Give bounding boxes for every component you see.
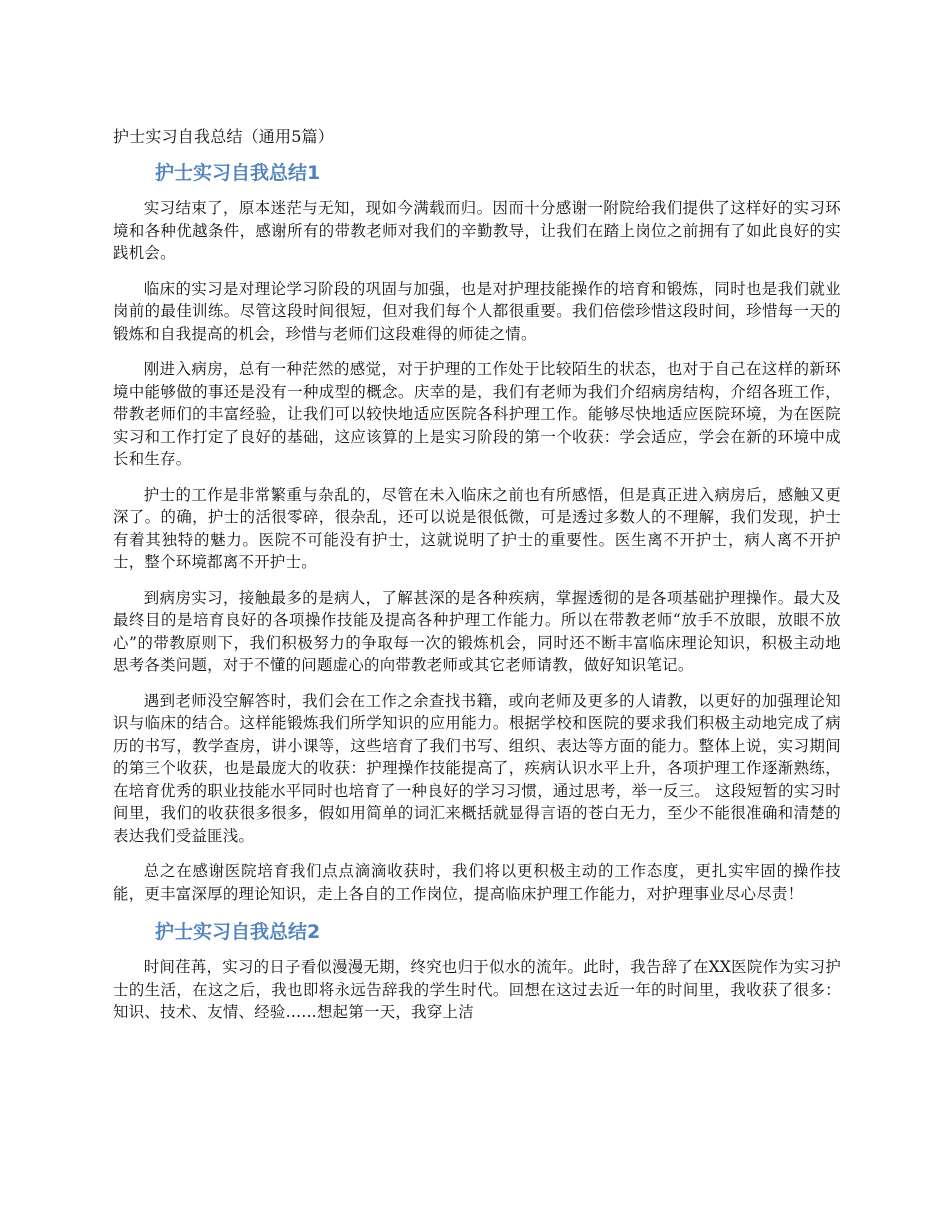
- paragraph: 遇到老师没空解答时，我们会在工作之余查找书籍，或向老师及更多的人请教，以更好的加强理论知识与临床的结合。这样能锻炼我们所学知识的应用能力。根据学校和医院的要求我们积极主动地完成了病历的书写，教学查房，讲小课等，这些培育了我们书写、组织、表达等方面的能力。整体上说，实习期间的第三个收获，也是最庞大的收获：护理操作技能提高了，疾病认识水平上升，各项护理工作逐渐熟练，在培育优秀的职业技能水平同时也培育了一种良好的学习习惯，通过思考，举一反三。 这段短暂的实习时间里，我们的收获很多很多，假如用简单的词汇来概括就显得言语的苍白无力，至少不能很准确和清楚的表达我们受益匪浅。: [113, 691, 841, 845]
- document-title: 护士实习自我总结（通用5篇）: [113, 127, 334, 146]
- paragraph: 刚进入病房，总有一种茫然的感觉，对于护理的工作处于比较陌生的状态，也对于自己在这样的新环境中能够做的事还是没有一种成型的概念。庆幸的是，我们有老师为我们介绍病房结构，介绍各班工作，带教老师们的丰富经验，让我们可以较快地适应医院各科护理工作。能够尽快地适应医院环境，为在医院实习和工作打定了良好的基础，这应该算的上是实习阶段的第一个收获：学会适应，学会在新的环境中成长和生存。: [113, 360, 841, 468]
- paragraph: 护士的工作是非常繁重与杂乱的，尽管在未入临床之前也有所感悟，但是真正进入病房后，感触又更深了。的确，护士的活很零碎，很杂乱，还可以说是很低微，可是透过多数人的不理解，我们发现，护士有着其独特的魅力。医院不可能没有护士，这就说明了护士的重要性。医生离不开护士，病人离不开护士，整个环境都离不开护士。: [113, 485, 841, 571]
- paragraph: 实习结束了，原本迷茫与无知，现如今满载而归。因而十分感谢一附院给我们提供了这样好的实习环境和各种优越条件，感谢所有的带教老师对我们的辛勤教导，让我们在踏上岗位之前拥有了如此良好的实践机会。: [113, 199, 841, 262]
- section-heading-2: 护士实习自我总结2: [155, 921, 321, 943]
- document-page: [113, 125, 841, 1037]
- paragraph: 临床的实习是对理论学习阶段的巩固与加强，也是对护理技能操作的培育和锻炼，同时也是我们就业岗前的最佳训练。尽管这段时间很短，但对我们每个人都很重要。我们倍偿珍惜这段时间，珍惜每一天的锻炼和自我提高的机会，珍惜与老师们这段难得的师徒之情。: [113, 279, 841, 343]
- paragraph: 时间荏苒，实习的日子看似漫漫无期，终究也归于似水的流年。此时，我告辞了在XX医院作为实习护士的生活，在这之后，我也即将永远告辞我的学生时代。回想在这过去近一年的时间里，我收获了很多：知识、技术、友情、经验……想起第一天，我穿上洁: [113, 958, 842, 1021]
- paragraph: 总之在感谢医院培育我们点点滴滴收获时，我们将以更积极主动的工作态度，更扎实牢固的操作技能，更丰富深厚的理论知识，走上各自的工作岗位，提高临床护理工作能力，对护理事业尽心尽责！: [113, 862, 841, 903]
- paragraph: 到病房实习，接触最多的是病人，了解甚深的是各种疾病，掌握透彻的是各项基础护理操作。最大及最终目的是培育良好的各项操作技能及提高各种护理工作能力。所以在带教老师“放手不放眼，放眼不放心”的带教原则下，我们积极努力的争取每一次的锻炼机会，同时还不断丰富临床理论知识，积极主动地思考各类问题，对于不懂的问题虚心的向带教老师或其它老师请教，做好知识笔记。: [113, 588, 841, 674]
- section-heading-1: 护士实习自我总结1: [155, 162, 321, 184]
